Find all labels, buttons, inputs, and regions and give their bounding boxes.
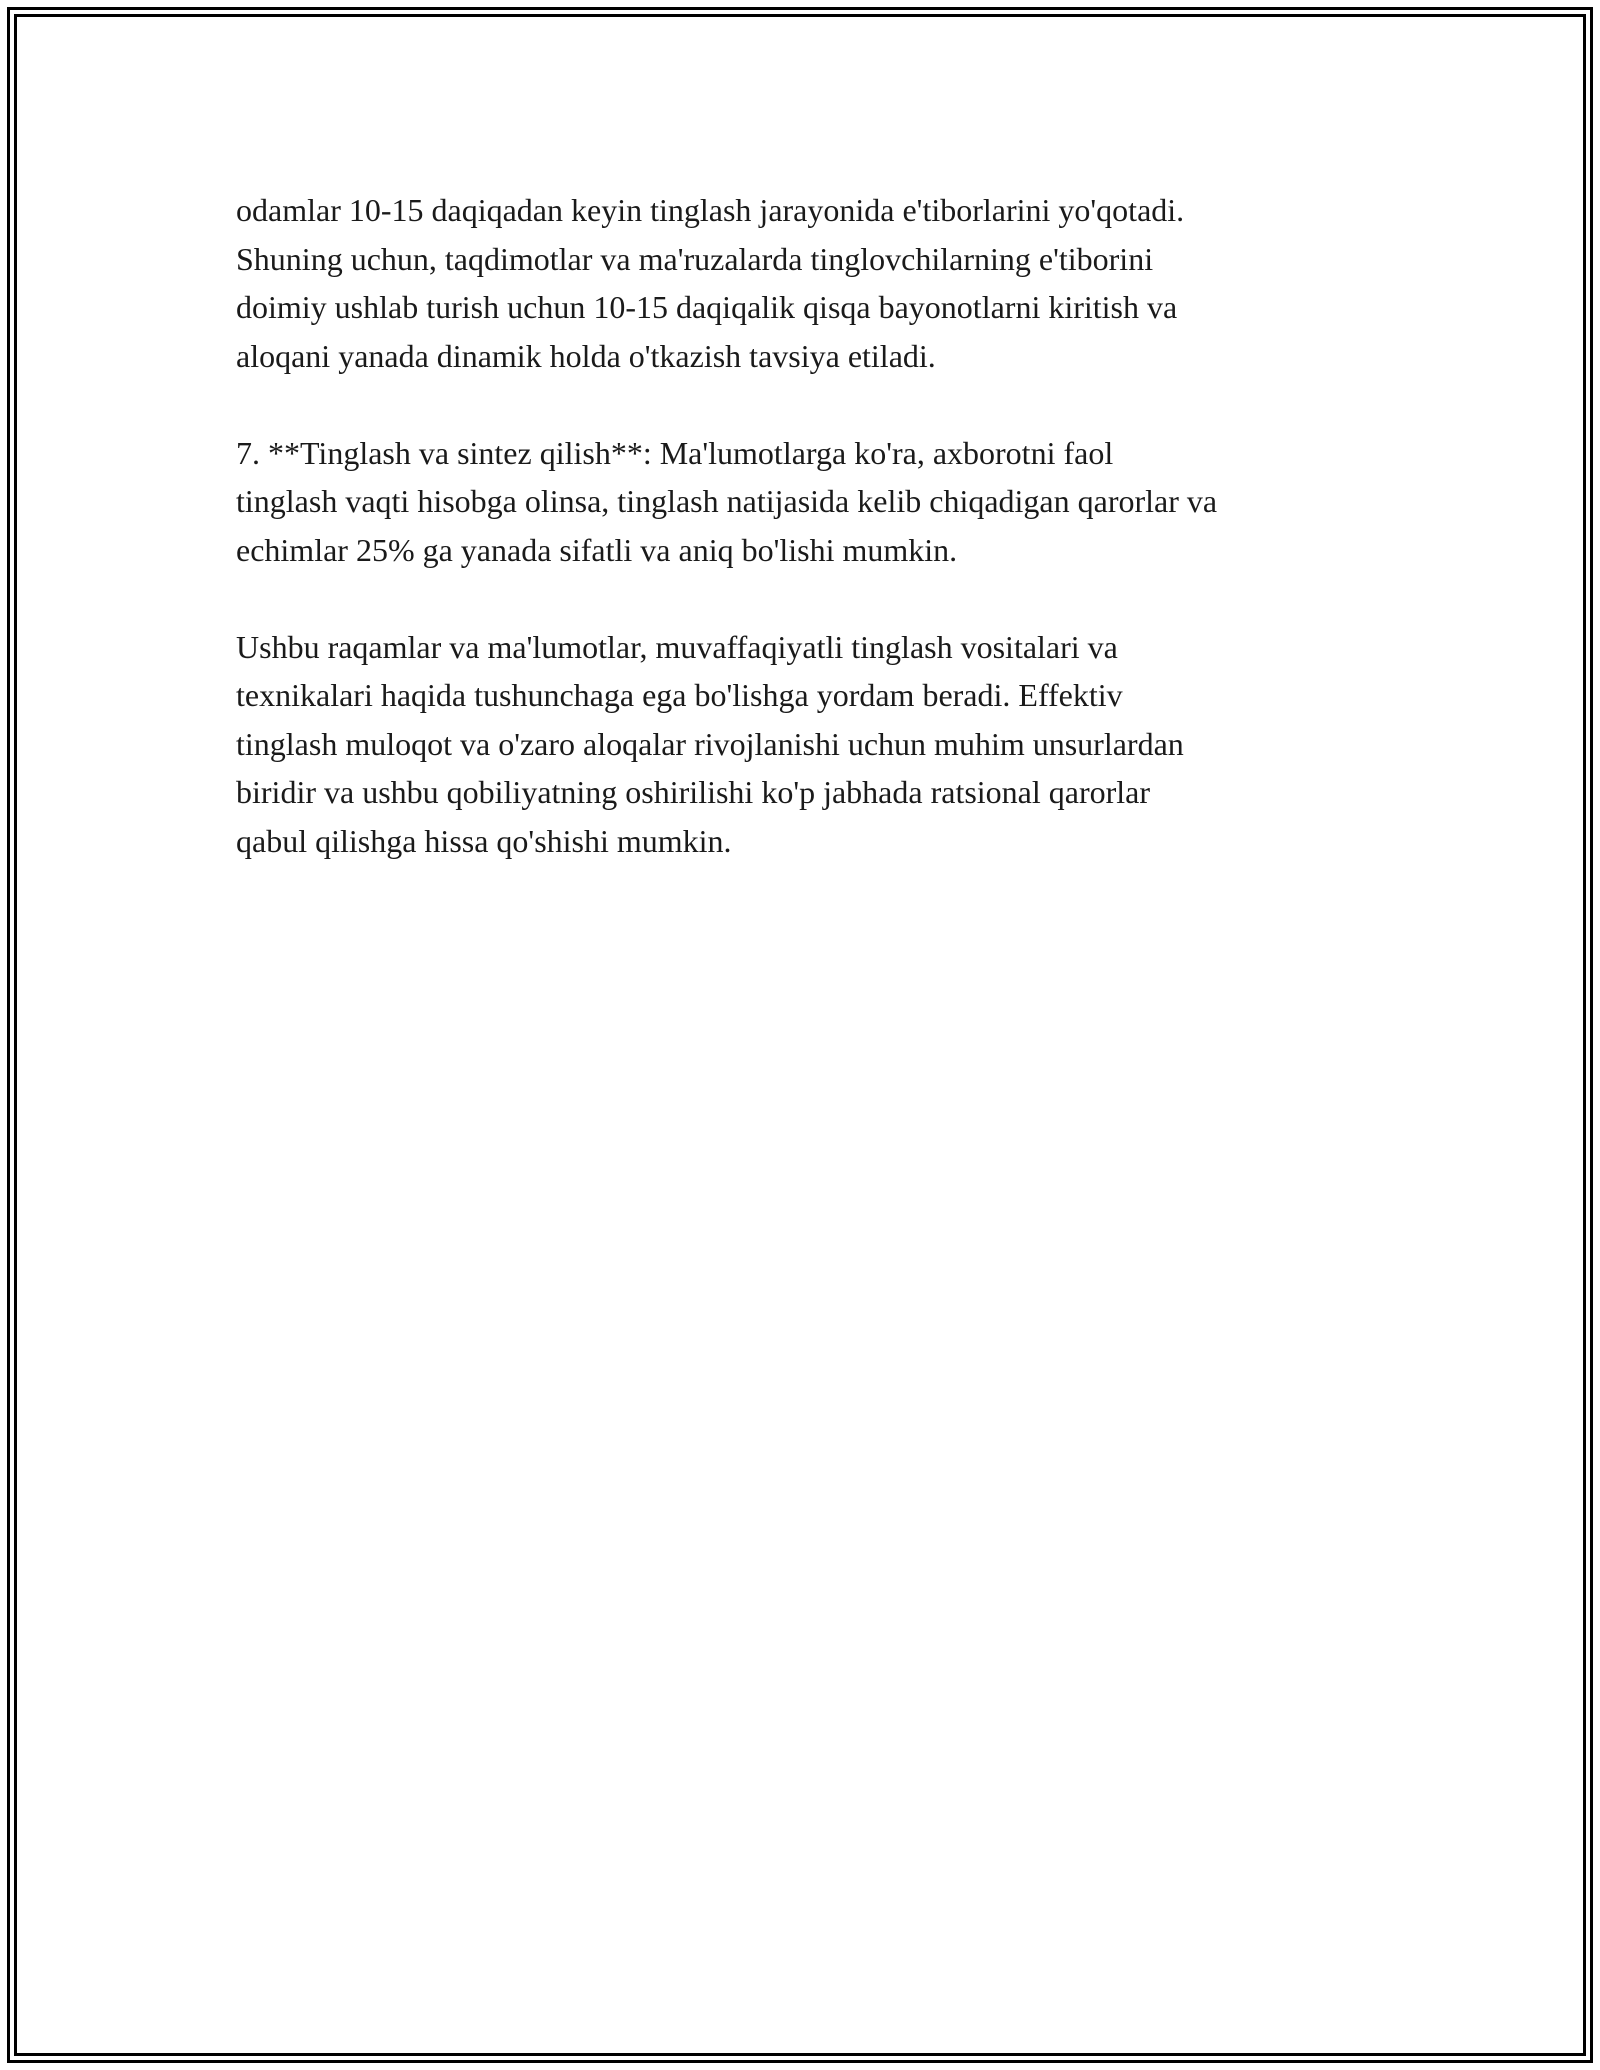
text-line: 7. **Tinglash va sintez qilish**: Ma'lumotlarga ko'ra, axborotni faol: [236, 434, 1114, 471]
paragraph-3: [236, 623, 1386, 866]
paragraph-2: [236, 429, 1386, 575]
document-body: [236, 186, 1386, 914]
text-line: echimlar 25% ga yanada sifatli va aniq bo'lishi mumkin.: [236, 531, 958, 568]
text-line: Shuning uchun, taqdimotlar va ma'ruzalarda tinglovchilarning e'tiborini: [236, 240, 1154, 277]
text-line: tinglash muloqot va o'zaro aloqalar rivojlanishi uchun muhim unsurlardan: [236, 725, 1184, 762]
text-line: qabul qilishga hissa qo'shishi mumkin.: [236, 822, 732, 859]
text-line: Ushbu raqamlar va ma'lumotlar, muvaffaqiyatli tinglash vositalari va: [236, 628, 1118, 665]
text-line: doimiy ushlab turish uchun 10-15 daqiqalik qisqa bayonotlarni kiritish va: [236, 289, 1178, 325]
text-line: tinglash vaqti hisobga olinsa, tinglash natijasida kelib chiqadigan qarorlar va: [236, 483, 1218, 519]
text-line: aloqani yanada dinamik holda o'tkazish tavsiya etiladi.: [236, 337, 936, 374]
paragraph-1: [236, 186, 1386, 380]
text-line: biridir va ushbu qobiliyatning oshirilishi ko'p jabhada ratsional qarorlar: [236, 774, 1151, 810]
text-line: odamlar 10-15 daqiqadan keyin tinglash jarayonida e'tiborlarini yo'qotadi.: [236, 192, 1185, 228]
text-line: texnikalari haqida tushunchaga ega bo'lishga yordam beradi. Effektiv: [236, 677, 1123, 713]
